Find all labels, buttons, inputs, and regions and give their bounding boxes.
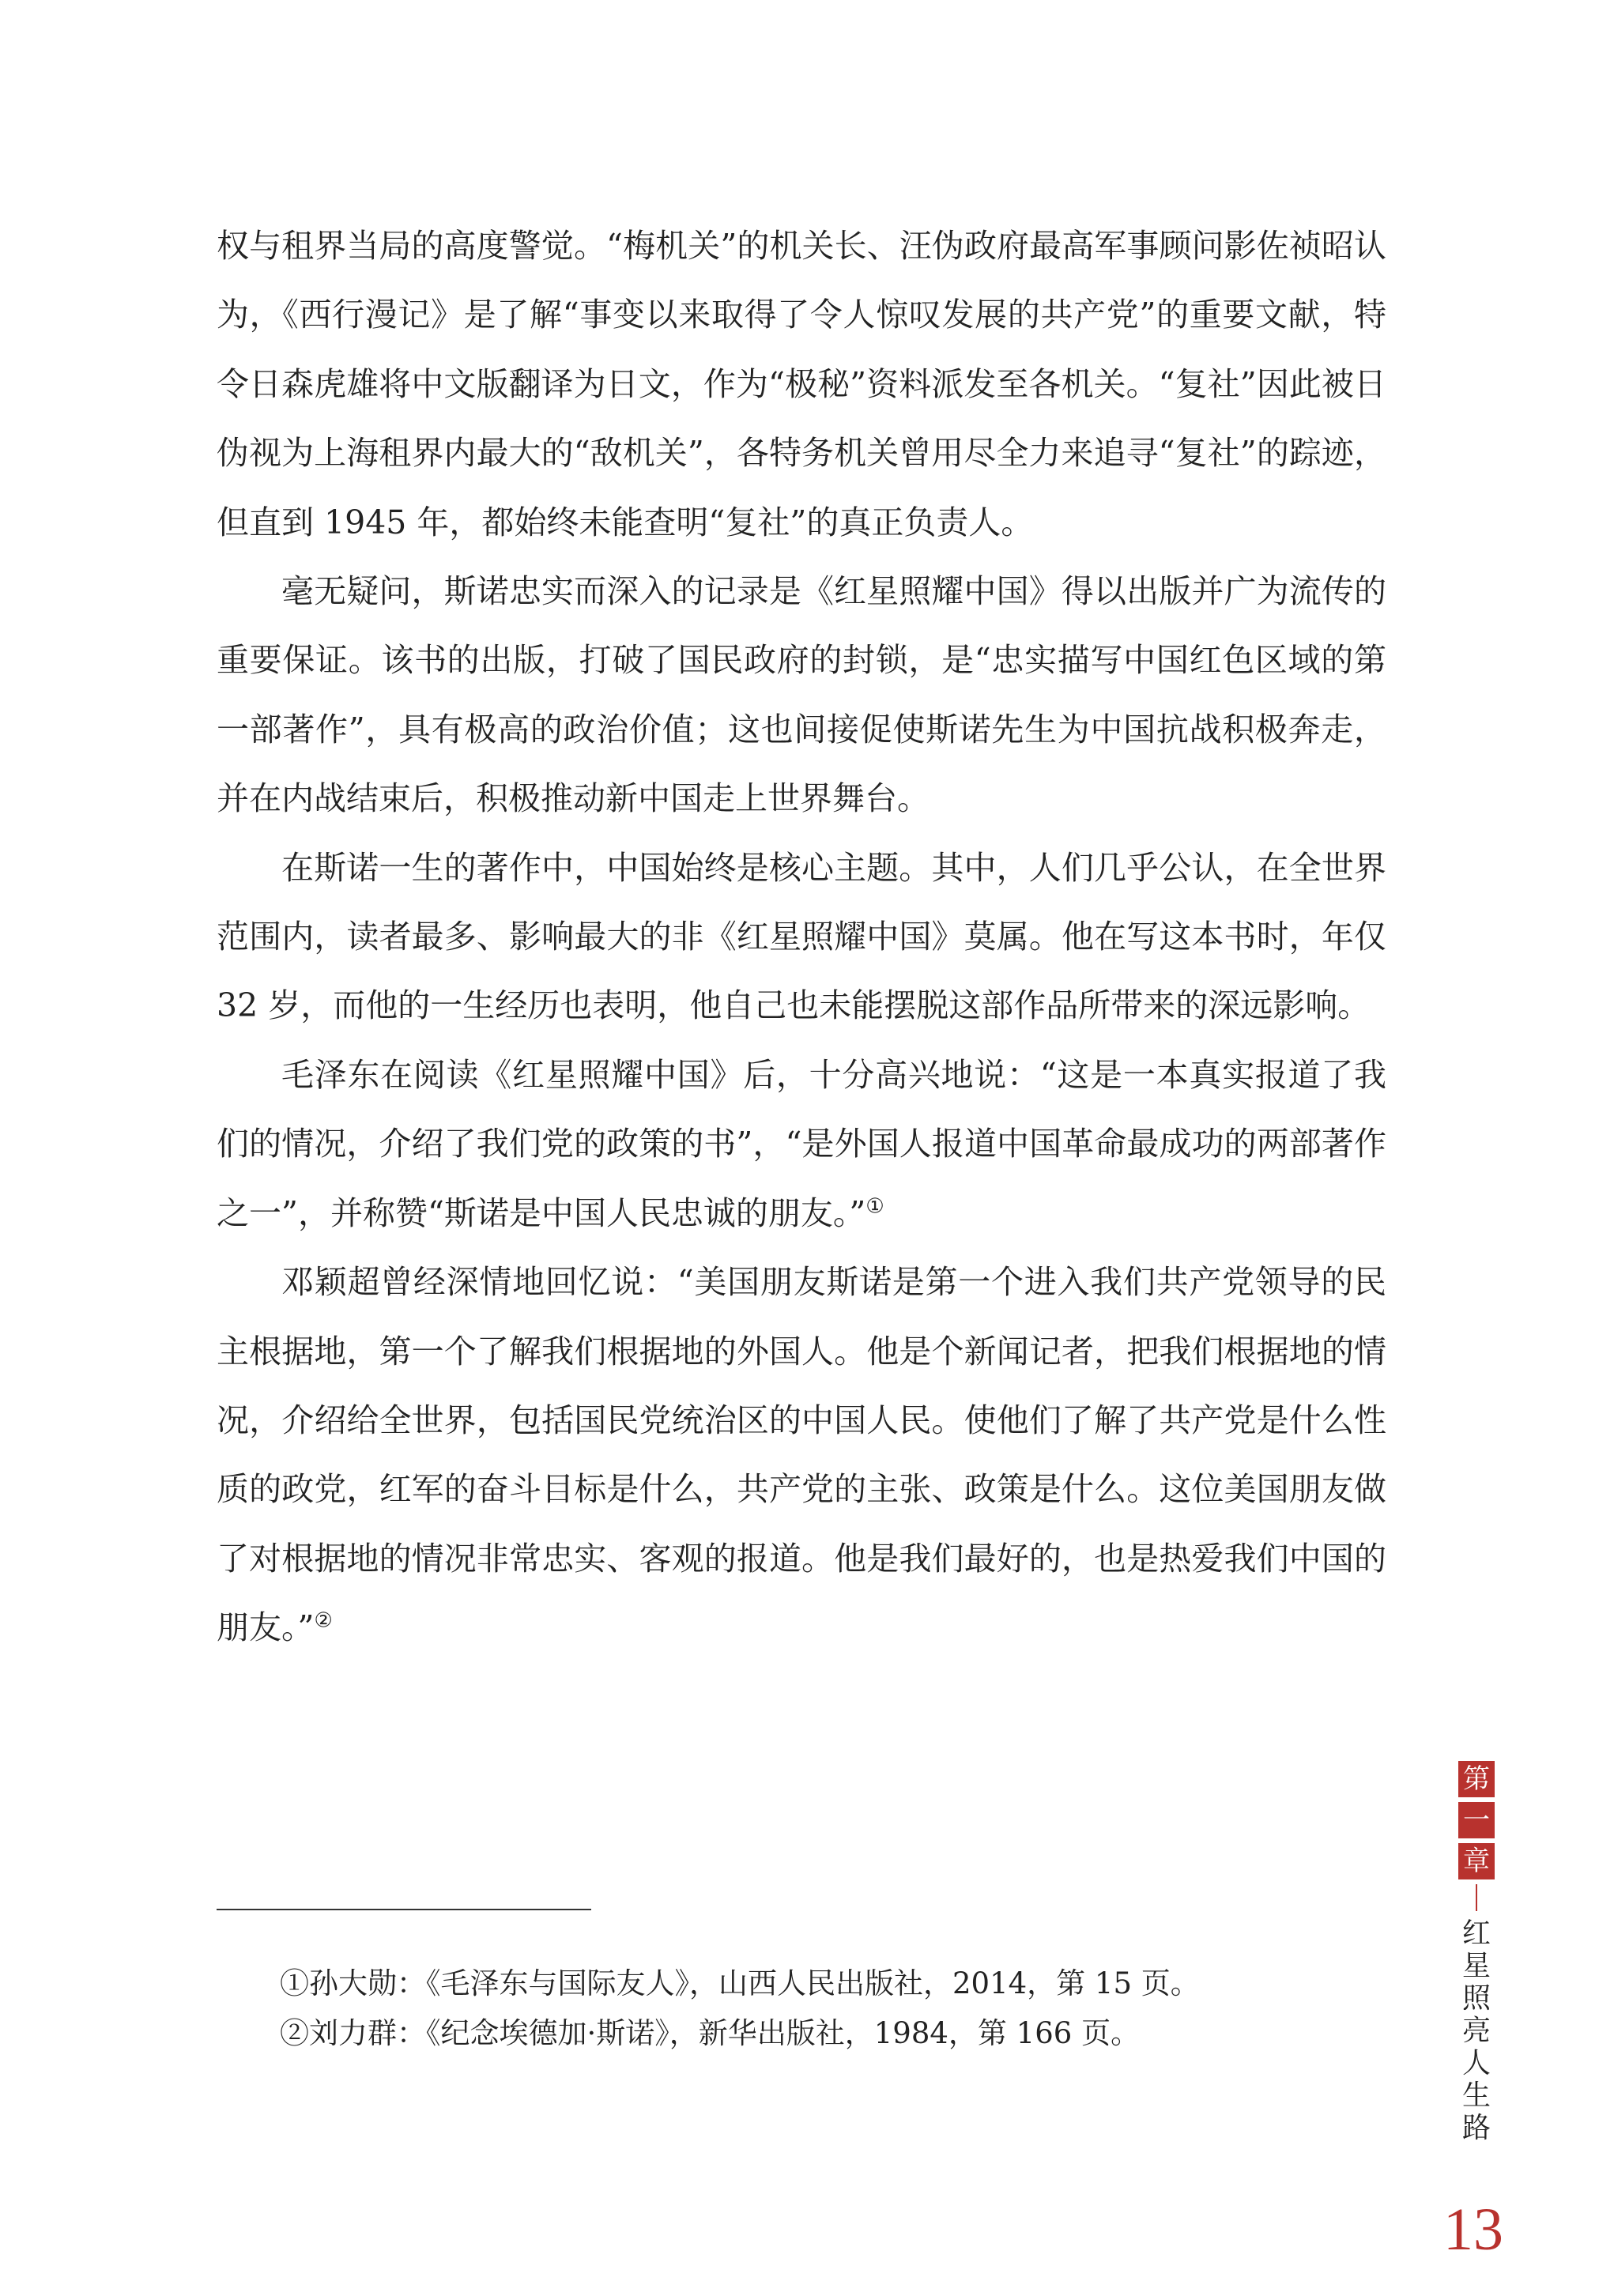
chapter-side-tab — [1458, 1761, 1498, 2144]
paragraph-1: 权与租界当局的高度警觉。“梅机关”的机关长、汪伪政府最高军事顾问影佐祯昭认为，《西行漫记》是了解“事变以来取得了令人惊叹发展的共产党”的重要文献，特令日森虎雄将中文版翻译为日文，作为“极秘”资料派发至各机关。“复社”因此被日伪视为上海租界内最大的“敌机关”，各特务机关曾用尽全力来追寻“复社”的踪迹，但直到 1945 年，都始终未能查明“复社”的真正负责人。 — [217, 227, 1386, 541]
footnote-2: ②刘力群：《纪念埃德加·斯诺》，新华出版社，1984，第 166 页。 — [280, 2016, 1141, 2050]
body-text — [217, 212, 1386, 1663]
paragraph-4-text: 毛泽东在阅读《红星照耀中国》后，十分高兴地说：“这是一本真实报道了我们的情况，介绍了我们党的政策的书”，“是外国人报道中国革命最成功的两部著作之一”，并称赞“斯诺是中国人民忠诚的朋友。” — [217, 1055, 1386, 1232]
footnotes — [280, 1959, 1307, 2058]
footnote-divider — [217, 1909, 591, 1910]
footnote-1: ①孙大勋：《毛泽东与国际友人》，山西人民出版社，2014，第 15 页。 — [280, 1966, 1200, 2000]
paragraph-2: 毫无疑问，斯诺忠实而深入的记录是《红星照耀中国》得以出版并广为流传的重要保证。该书的出版，打破了国民政府的封锁，是“忠实描写中国红色区域的第一部著作”，具有极高的政治价值；这也间接促使斯诺先生为中国抗战积极奔走，并在内战结束后，积极推动新中国走上世界舞台。 — [217, 572, 1386, 818]
paragraph-5 — [217, 1248, 1386, 1662]
chapter-label-char-1: 第 — [1458, 1761, 1495, 1797]
chapter-title: 红星照亮人生路 — [1461, 1917, 1491, 2144]
chapter-label-char-2: 一 — [1458, 1802, 1495, 1838]
paragraph-5-text: 邓颖超曾经深情地回忆说：“美国朋友斯诺是第一个进入我们共产党领导的民主根据地，第一个了解我们根据地的外国人。他是个新闻记者，把我们根据地的情况，介绍给全世界，包括国民党统治区的中国人民。使他们了解了共产党是什么性质的政党，红军的奋斗目标是什么，共产党的主张、政策是什么。这位美国朋友做了对根据地的情况非常忠实、客观的报道。他是我们最好的，也是热爱我们中国的朋友。” — [217, 1263, 1386, 1647]
paragraph-4 — [217, 1041, 1386, 1248]
footnote-ref-2: ② — [314, 1608, 333, 1633]
chapter-dash — [1476, 1884, 1477, 1911]
paragraph-3: 在斯诺一生的著作中，中国始终是核心主题。其中，人们几乎公认，在全世界范围内，读者最多、影响最大的非《红星照耀中国》莫属。他在写这本书时，年仅 32 岁，而他的一生经历也表明，他自己也未能摆脱这部作品所带来的深远影响。 — [217, 848, 1386, 1025]
footnote-ref-1: ① — [865, 1194, 884, 1219]
chapter-label-char-3: 章 — [1458, 1843, 1495, 1879]
page-number: 13 — [1443, 2196, 1503, 2263]
